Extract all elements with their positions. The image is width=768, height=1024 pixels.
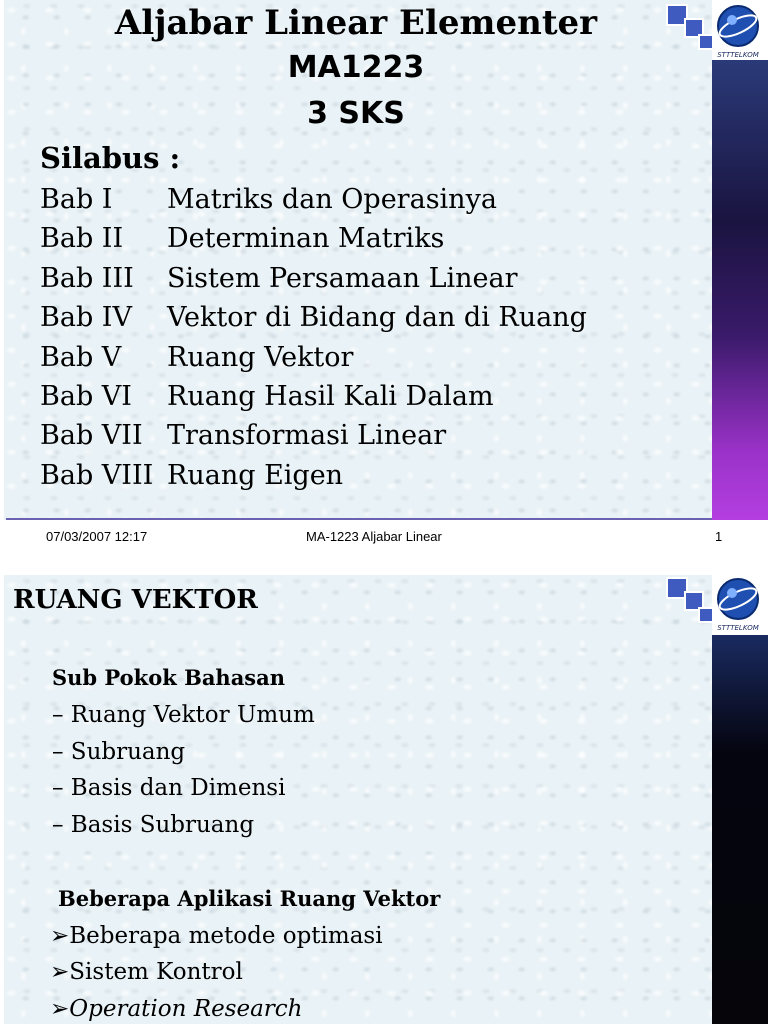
slide-2 <box>0 575 768 1024</box>
chapter-row <box>40 302 587 333</box>
side-gradient-bar <box>712 60 768 520</box>
footer-course: MA-1223 Aljabar Linear <box>306 529 442 544</box>
course-credits: 3 SKS <box>307 96 405 131</box>
chapter-topic: Determinan Matriks <box>167 223 445 254</box>
applications-heading: Beberapa Aplikasi Ruang Vektor <box>58 886 441 911</box>
chapter-number: Bab III <box>40 263 134 294</box>
chapter-row <box>40 223 444 254</box>
chapter-row <box>40 460 343 491</box>
application-item <box>50 959 243 985</box>
chapter-topic: Ruang Hasil Kali Dalam <box>167 381 494 412</box>
chapter-number: Bab VI <box>40 381 132 412</box>
chapter-row <box>40 263 518 294</box>
chapter-row <box>40 342 353 373</box>
chapter-number: Bab I <box>40 184 113 215</box>
arrow-bullet-icon: ➢ <box>50 959 70 985</box>
course-code: MA1223 <box>287 50 425 85</box>
logo-area <box>658 575 768 637</box>
chapter-row <box>40 420 446 451</box>
application-item <box>50 923 383 949</box>
sub-topic-item: – Basis dan Dimensi <box>52 775 286 801</box>
silabus-heading: Silabus : <box>40 141 181 175</box>
slide-divider-line <box>6 518 712 520</box>
chapter-row <box>40 381 494 412</box>
footer-page-number: 1 <box>715 529 723 544</box>
chapter-topic: Vektor di Bidang dan di Ruang <box>167 302 587 333</box>
chapter-topic: Matriks dan Operasinya <box>167 184 497 215</box>
chapter-topic: Sistem Persamaan Linear <box>167 263 518 294</box>
course-title: Aljabar Linear Elementer <box>114 3 598 43</box>
stttelkom-logo-icon <box>710 575 766 633</box>
svg-text:STTTELKOM: STTTELKOM <box>717 51 759 59</box>
chapter-topic: Ruang Eigen <box>167 460 344 491</box>
application-item <box>50 996 303 1022</box>
slide-title: RUANG VEKTOR <box>13 585 258 615</box>
application-text: Sistem Kontrol <box>69 959 243 985</box>
chapter-topic: Ruang Vektor <box>167 342 354 373</box>
application-text: Operation Research <box>69 996 303 1022</box>
sub-topic-item: – Subruang <box>52 739 186 765</box>
stttelkom-logo-icon <box>710 2 766 60</box>
chapter-number: Bab II <box>40 223 124 254</box>
side-gradient-bar <box>712 635 768 1024</box>
chapter-topic: Transformasi Linear <box>167 420 447 451</box>
footer-date: 07/03/2007 12:17 <box>46 529 148 544</box>
arrow-bullet-icon: ➢ <box>50 996 70 1022</box>
chapter-number: Bab VIII <box>40 460 154 491</box>
svg-text:STTTELKOM: STTTELKOM <box>717 624 759 632</box>
arrow-bullet-icon: ➢ <box>50 923 70 949</box>
chapter-row <box>40 184 497 215</box>
sub-topic-item: – Basis Subruang <box>52 812 255 838</box>
application-text: Beberapa metode optimasi <box>69 923 383 949</box>
sub-topic-item: – Ruang Vektor Umum <box>52 702 315 728</box>
sub-topic-heading: Sub Pokok Bahasan <box>52 665 286 690</box>
chapter-number: Bab V <box>40 342 122 373</box>
chapter-number: Bab VII <box>40 420 143 451</box>
chapter-number: Bab IV <box>40 302 132 333</box>
